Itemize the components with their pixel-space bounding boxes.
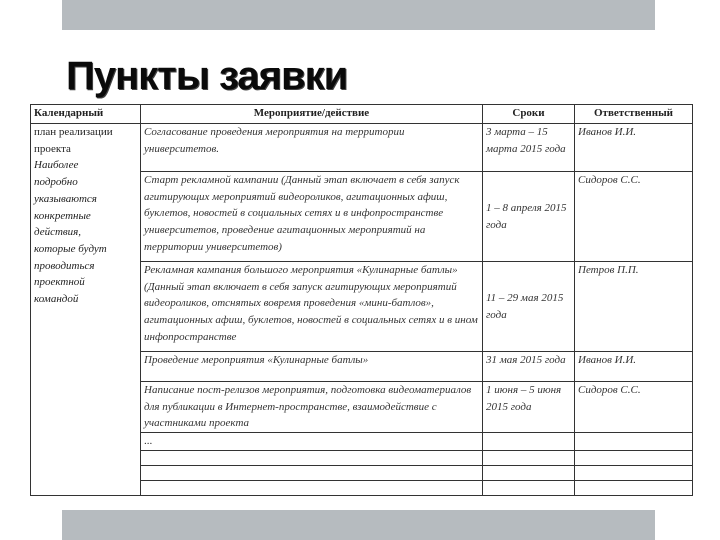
sidebar-line: проводиться bbox=[34, 259, 95, 272]
table-row bbox=[31, 124, 693, 172]
sidebar-line: Наиболее bbox=[34, 159, 79, 172]
dates-cell bbox=[483, 433, 575, 451]
event-cell: Старт рекламной кампании (Данный этап включает в себя запуск агитирующих мероприятий видеороликов, агитационных афиш, буклетов, новостей в социальных сетях и в инфопространстве университетов, проведение агитационных мероприятий на территории университетов) bbox=[141, 172, 483, 262]
sidebar-line: подробно bbox=[34, 176, 78, 189]
empty-cell bbox=[575, 465, 693, 480]
sidebar-line: которые будут bbox=[34, 242, 107, 255]
event-cell: Написание пост-релизов мероприятия, подготовка видеоматериалов для публикации в Интернет-пространстве, взаимодействие с участниками проекта bbox=[141, 382, 483, 433]
responsible-cell: Иванов И.И. bbox=[575, 124, 693, 172]
empty-cell bbox=[575, 480, 693, 495]
responsible-cell: Сидоров С.С. bbox=[575, 172, 693, 262]
dates-cell bbox=[483, 262, 575, 352]
responsible-cell: Петров П.П. bbox=[575, 262, 693, 352]
sidebar-line: указываются bbox=[34, 192, 97, 205]
sidebar-line: проектной bbox=[34, 276, 85, 289]
bottom-decorative-bar bbox=[62, 510, 655, 540]
dates-cell: 31 мая 2015 года bbox=[483, 352, 575, 382]
empty-cell bbox=[141, 450, 483, 465]
responsible-cell: Сидоров С.С. bbox=[575, 382, 693, 433]
empty-cell bbox=[575, 450, 693, 465]
calendar-plan-cell bbox=[31, 124, 141, 496]
responsible-cell: Иванов И.И. bbox=[575, 352, 693, 382]
header-event: Мероприятие/действие bbox=[141, 105, 483, 124]
dates-text: 1 – 8 апреля 2015 года bbox=[486, 201, 567, 231]
event-cell: Рекламная кампания большого мероприятия «Кулинарные батлы» (Данный этап включает в себя запуск агитирующих мероприятий видеороликов, отснятых вовремя проведения «мини-батлов», агитационных афиш, буклетов, новостей в социальных сетях и в ином инфопространстве bbox=[141, 262, 483, 352]
empty-cell bbox=[141, 480, 483, 495]
event-cell: ... bbox=[141, 433, 483, 451]
responsible-cell bbox=[575, 433, 693, 451]
header-dates: Сроки bbox=[483, 105, 575, 124]
empty-cell bbox=[483, 450, 575, 465]
event-cell: Согласование проведения мероприятия на территории университетов. bbox=[141, 124, 483, 172]
empty-cell bbox=[483, 480, 575, 495]
sidebar-line: проекта bbox=[34, 142, 71, 155]
top-decorative-bar bbox=[62, 0, 655, 30]
table-header-row bbox=[31, 105, 693, 124]
sidebar-line: действия, bbox=[34, 226, 82, 239]
dates-cell: 1 июня – 5 июня 2015 года bbox=[483, 382, 575, 433]
dates-cell: 3 марта – 15 марта 2015 года bbox=[483, 124, 575, 172]
event-cell: Проведение мероприятия «Кулинарные батлы» bbox=[141, 352, 483, 382]
sidebar-line: конкретные bbox=[34, 209, 91, 222]
application-items-table bbox=[30, 104, 693, 496]
sidebar-line: план реализации bbox=[34, 126, 113, 138]
header-responsible: Ответственный bbox=[575, 105, 693, 124]
dates-text: 11 – 29 мая 2015 года bbox=[486, 291, 564, 321]
empty-cell bbox=[483, 465, 575, 480]
dates-cell bbox=[483, 172, 575, 262]
empty-cell bbox=[141, 465, 483, 480]
sidebar-line: командой bbox=[34, 293, 79, 306]
page-title: Пункты заявки bbox=[66, 54, 348, 98]
header-calendar: Календарный bbox=[31, 105, 141, 124]
